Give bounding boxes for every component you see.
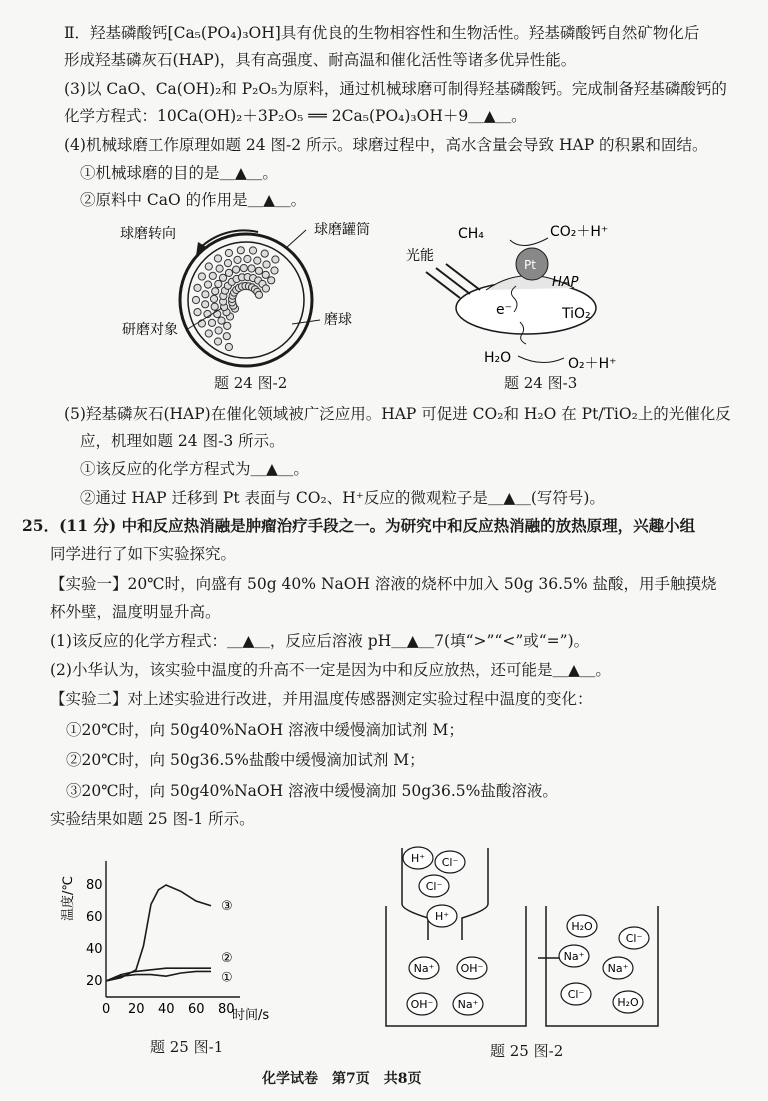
eminus-label: e⁻ [496, 302, 513, 318]
text-line-3: (3)以 CaO、Ca(OH)₂和 P₂O₅为原料，通过机械球磨可制得羟基磷酸钙。完成制备羟基磷酸钙的 [64, 80, 727, 98]
grinding-ball [210, 295, 217, 302]
grinding-ball [211, 303, 218, 310]
grinding-ball [198, 320, 205, 327]
grinding-ball [202, 301, 209, 308]
grinding-ball [262, 285, 269, 292]
text-line-22: 实验结果如题 25 图-1 所示。 [50, 810, 255, 828]
ion-label: Cl⁻ [625, 932, 643, 945]
photocatalysis-figure [402, 218, 642, 378]
grinding-ball [219, 274, 226, 281]
grinding-ball [209, 272, 216, 279]
grinding-ball [248, 265, 255, 272]
series-label-2: ② [221, 951, 233, 967]
y-tick-label: 40 [86, 942, 103, 957]
ch4-label: CH₄ [458, 226, 484, 242]
temperature-chart [56, 845, 286, 1025]
o2h-label: O₂＋H⁺ [568, 356, 617, 372]
text-line-17: (2)小华认为，该实验中温度的升高不一定是因为中和反应放热，还可能是＿▲＿。 [50, 661, 611, 679]
ion-label: Cl⁻ [425, 880, 443, 893]
text-line-14: 【实验一】20℃时，向盛有 50g 40% NaOH 溶液的烧杯中加入 50g 36.5% 盐酸，用手触摸烧 [50, 575, 717, 593]
ion-label: Na⁺ [457, 998, 479, 1011]
caption-fig25-2: 题 25 图-2 [490, 1042, 564, 1060]
grinding-ball [224, 260, 231, 267]
label-jar: 球磨罐筒 [314, 222, 370, 238]
text-line-4: 化学方程式：10Ca(OH)₂＋3P₂O₅ ══ 2Ca₅(PO₄)₃OH＋9＿▲＿。 [64, 107, 527, 125]
hap-label: HAP [552, 275, 579, 290]
ion-label: OH⁻ [460, 962, 484, 975]
grinding-ball [234, 256, 241, 263]
ion-label: H⁺ [434, 910, 450, 923]
x-tick-label: 40 [158, 1002, 175, 1017]
y-tick-label: 60 [86, 910, 103, 925]
grinding-ball [208, 319, 215, 326]
grinding-ball [225, 249, 232, 256]
ion-label: Cl⁻ [567, 988, 585, 1001]
y-tick-label: 80 [86, 878, 103, 893]
caption-fig25-1: 题 25 图-1 [150, 1038, 224, 1056]
grinding-ball [194, 309, 201, 316]
grinding-ball [215, 280, 222, 287]
x-tick-label: 20 [128, 1002, 145, 1017]
chart-ylabel: 温度/℃ [61, 876, 76, 921]
grinding-ball [216, 265, 223, 272]
neutralization-figure [382, 840, 672, 1035]
text-line-8: (5)羟基磷灰石(HAP)在催化领域被广泛应用。HAP 可促进 CO₂和 H₂O 在 Pt/TiO₂上的光催化反 [64, 405, 731, 423]
tio2-label: TiO₂ [562, 306, 591, 322]
text-line-9: 应，机理如题 24 图-3 所示。 [80, 432, 285, 450]
grinding-ball [205, 330, 212, 337]
text-line-21: ③20℃时，向 50g40%NaOH 溶液中缓慢滴加 50g36.5%盐酸溶液。 [66, 782, 558, 800]
grinding-ball [202, 291, 209, 298]
ion-label: H₂O [571, 920, 593, 933]
ion-label: Na⁺ [563, 950, 585, 963]
light-label: 光能 [406, 248, 434, 264]
grinding-ball [249, 247, 256, 254]
grinding-ball [205, 263, 212, 270]
grinding-ball [223, 333, 230, 340]
label-ball: 磨球 [324, 312, 352, 328]
text-line-19: ①20℃时，向 50g40%NaOH 溶液中缓慢滴加试剂 M； [66, 721, 464, 739]
caption-fig24-3: 题 24 图-3 [504, 374, 578, 392]
text-line-10: ①该反应的化学方程式为＿▲＿。 [80, 460, 309, 478]
ion-label: Cl⁻ [441, 856, 459, 869]
ion-label: H₂O [617, 996, 639, 1009]
label-target: 研磨对象 [122, 322, 178, 338]
grinding-ball [237, 247, 244, 254]
label-rotation: 球磨转向 [120, 226, 176, 242]
grinding-ball [215, 327, 222, 334]
grinding-ball [225, 343, 232, 350]
caption-fig24-2: 题 24 图-2 [214, 374, 288, 392]
series-label-3: ③ [221, 898, 233, 914]
ion-label: Na⁺ [607, 962, 629, 975]
grinding-ball [262, 271, 269, 278]
text-line-11: ②通过 HAP 迁移到 Pt 表面与 CO₂、H⁺反应的微观粒子是＿▲＿(写符号)。 [80, 489, 605, 507]
text-line-20: ②20℃时，向 50g36.5%盐酸中缓慢滴加试剂 M； [66, 751, 425, 769]
grinding-ball [244, 255, 251, 262]
grinding-ball [263, 261, 270, 268]
grinding-ball [272, 256, 279, 263]
grinding-ball [218, 317, 225, 324]
grinding-ball [225, 269, 232, 276]
text-line-2: 形成羟基磷灰石(HAP)，具有高强度、耐高温和催化活性等诸多优异性能。 [64, 51, 577, 69]
text-line-15: 杯外壁，温度明显升高。 [50, 603, 221, 621]
text-line-1: Ⅱ．羟基磷酸钙[Ca₅(PO₄)₃OH]具有优良的生物相容性和生物活性。羟基磷酸钙自然矿物化后 [64, 24, 700, 42]
text-line-18: 【实验二】对上述实验进行改进，并用温度传感器测定实验过程中温度的变化： [50, 690, 593, 708]
grinding-ball [255, 267, 262, 274]
x-tick-label: 60 [188, 1002, 205, 1017]
series-line-1 [106, 971, 211, 981]
ion-label: Na⁺ [413, 962, 435, 975]
chart-xlabel: 时间/s [232, 1008, 270, 1023]
series-label-1: ① [221, 970, 233, 986]
page-footer: 化学试卷 第7页 共8页 [262, 1071, 422, 1087]
grinding-ball [214, 338, 221, 345]
ion-label: H⁺ [410, 852, 426, 865]
grinding-ball [255, 291, 262, 298]
text-line-12: 25．(11 分) 中和反应热消融是肿瘤治疗手段之一。为研究中和反应热消融的放热原理，兴趣小组 [22, 516, 696, 535]
text-line-5: (4)机械球磨工作原理如题 24 图-2 所示。球磨过程中，高水含量会导致 HAP 的积累和固结。 [64, 136, 708, 154]
text-line-7: ②原料中 CaO 的作用是＿▲＿。 [80, 191, 307, 209]
x-tick-label: 80 [218, 1002, 235, 1017]
grinding-ball [268, 277, 275, 284]
text-line-6: ①机械球磨的目的是＿▲＿。 [80, 164, 278, 182]
grinding-ball [254, 257, 261, 264]
grinding-ball [224, 322, 231, 329]
grinding-ball [214, 255, 221, 262]
ion-label: OH⁻ [410, 998, 434, 1011]
grinding-ball [204, 281, 211, 288]
text-line-16: (1)该反应的化学方程式：＿▲＿，反应后溶液 pH＿▲＿7(填“>”“<”或“=”)。 [50, 632, 590, 650]
grinding-ball [192, 296, 199, 303]
grinding-ball [240, 265, 247, 272]
pt-label: Pt [524, 258, 536, 272]
grinding-ball [198, 273, 205, 280]
ball-mill-figure [118, 218, 370, 388]
grinding-ball [194, 284, 201, 291]
grinding-ball [271, 267, 278, 274]
grinding-ball [212, 288, 219, 295]
h2o-label: H₂O [484, 350, 512, 366]
co2h-label: CO₂＋H⁺ [550, 224, 609, 240]
grinding-ball [233, 266, 240, 273]
y-tick-label: 20 [86, 974, 103, 989]
grinding-ball [261, 250, 268, 257]
x-tick-label: 0 [102, 1002, 111, 1017]
text-line-13: 同学进行了如下实验探究。 [50, 545, 237, 563]
series-line-3 [106, 885, 211, 981]
